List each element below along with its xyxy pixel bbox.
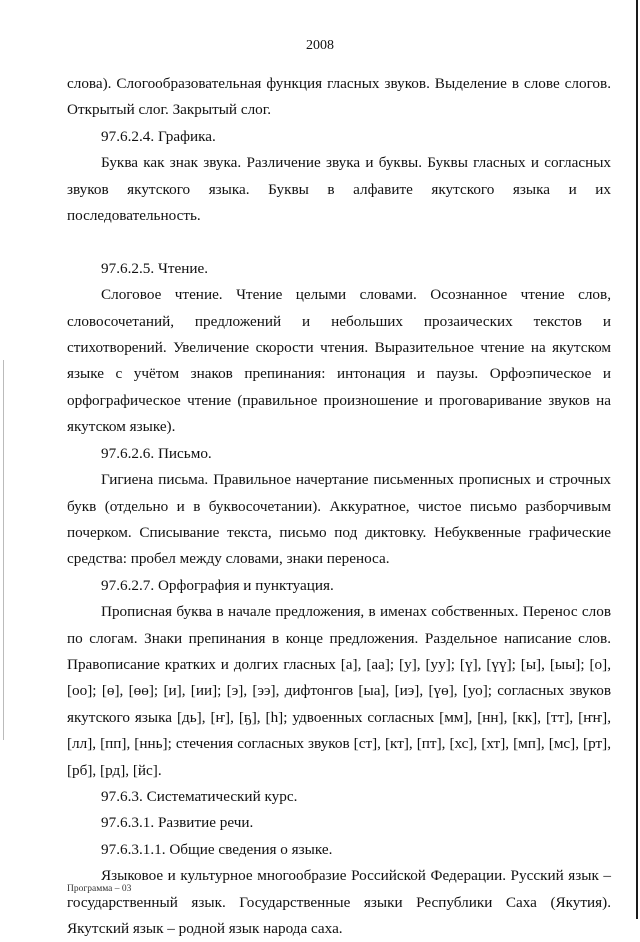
paragraph: Гигиена письма. Правильное начертание письменных прописных и строчных букв (отдельно и в буквосочетании). Аккуратное, чистое письмо разборчивым почерком. Списывание текста, письмо под диктовку. Небуквенные графические средства: пробел между словами, знаки переноса.	[67, 471, 611, 568]
section-heading: 97.6.2.6. Письмо.	[101, 444, 212, 462]
footer-label: Программа – 03	[67, 884, 132, 894]
paragraph: Буква как знак звука. Различение звука и буквы. Буквы гласных и согласных звуков якутского языка. Буквы в алфавите якутского языка и их последовательность.	[67, 154, 611, 225]
section-heading: 97.6.2.7. Орфография и пунктуация.	[101, 576, 334, 594]
paragraph: Слоговое чтение. Чтение целыми словами. Осознанное чтение слов, словосочетаний, предложений и небольших прозаических текстов и стихотворений. Увеличение скорости чтения. Выразительное чтение на якутском языке с учётом знаков препинания: интонация и паузы. Орфоэпическое и орфографическое чтение (правильное произношение и проговаривание звуков на якутском языке).	[67, 286, 611, 436]
scan-edge-left	[3, 360, 4, 740]
section-heading: 97.6.3. Систематический курс.	[101, 787, 298, 805]
paragraph: слова). Слогообразовательная функция гласных звуков. Выделение в слове слогов. Открытый слог. Закрытый слог.	[67, 75, 611, 119]
paragraph: Прописная буква в начале предложения, в именах собственных. Перенос слов по слогам. Знаки препинания в конце предложения. Раздельное написание слов. Правописание кратких и долгих гласных [а], [аа]; [у], [уу]; [ү], [үү]; [ы], [ыы]; [о], [оо]; [ө], [өө]; [и], [ии]; [э], [ээ], дифтонгов [ыа], [иэ], [үө], [уо]; согласных звуков якутского языка [дь], [ҥ], [ҕ], [һ]; удвоенных согласных [мм], [нн], [кк], [тт], [ҥҥ], [лл], [пп], [ннь]; стечения согласных звуков [ст], [кт], [пт], [хс], [хт], [мп], [мс], [рт], [рб], [рд], [йс].	[67, 603, 611, 779]
section-heading: 97.6.2.4. Графика.	[101, 127, 216, 145]
paragraph: Языковое и культурное многообразие Российской Федерации. Русский язык – государственный язык. Государственные языки Республики Саха (Якутия). Якутский язык – родной язык народа саха.	[67, 867, 611, 937]
scan-edge	[636, 0, 638, 919]
section-heading: 97.6.3.1.1. Общие сведения о языке.	[101, 840, 333, 858]
section-heading: 97.6.2.5. Чтение.	[101, 259, 208, 277]
page-number: 2008	[306, 38, 334, 53]
document-body	[67, 71, 611, 942]
section-heading: 97.6.3.1. Развитие речи.	[101, 814, 254, 832]
